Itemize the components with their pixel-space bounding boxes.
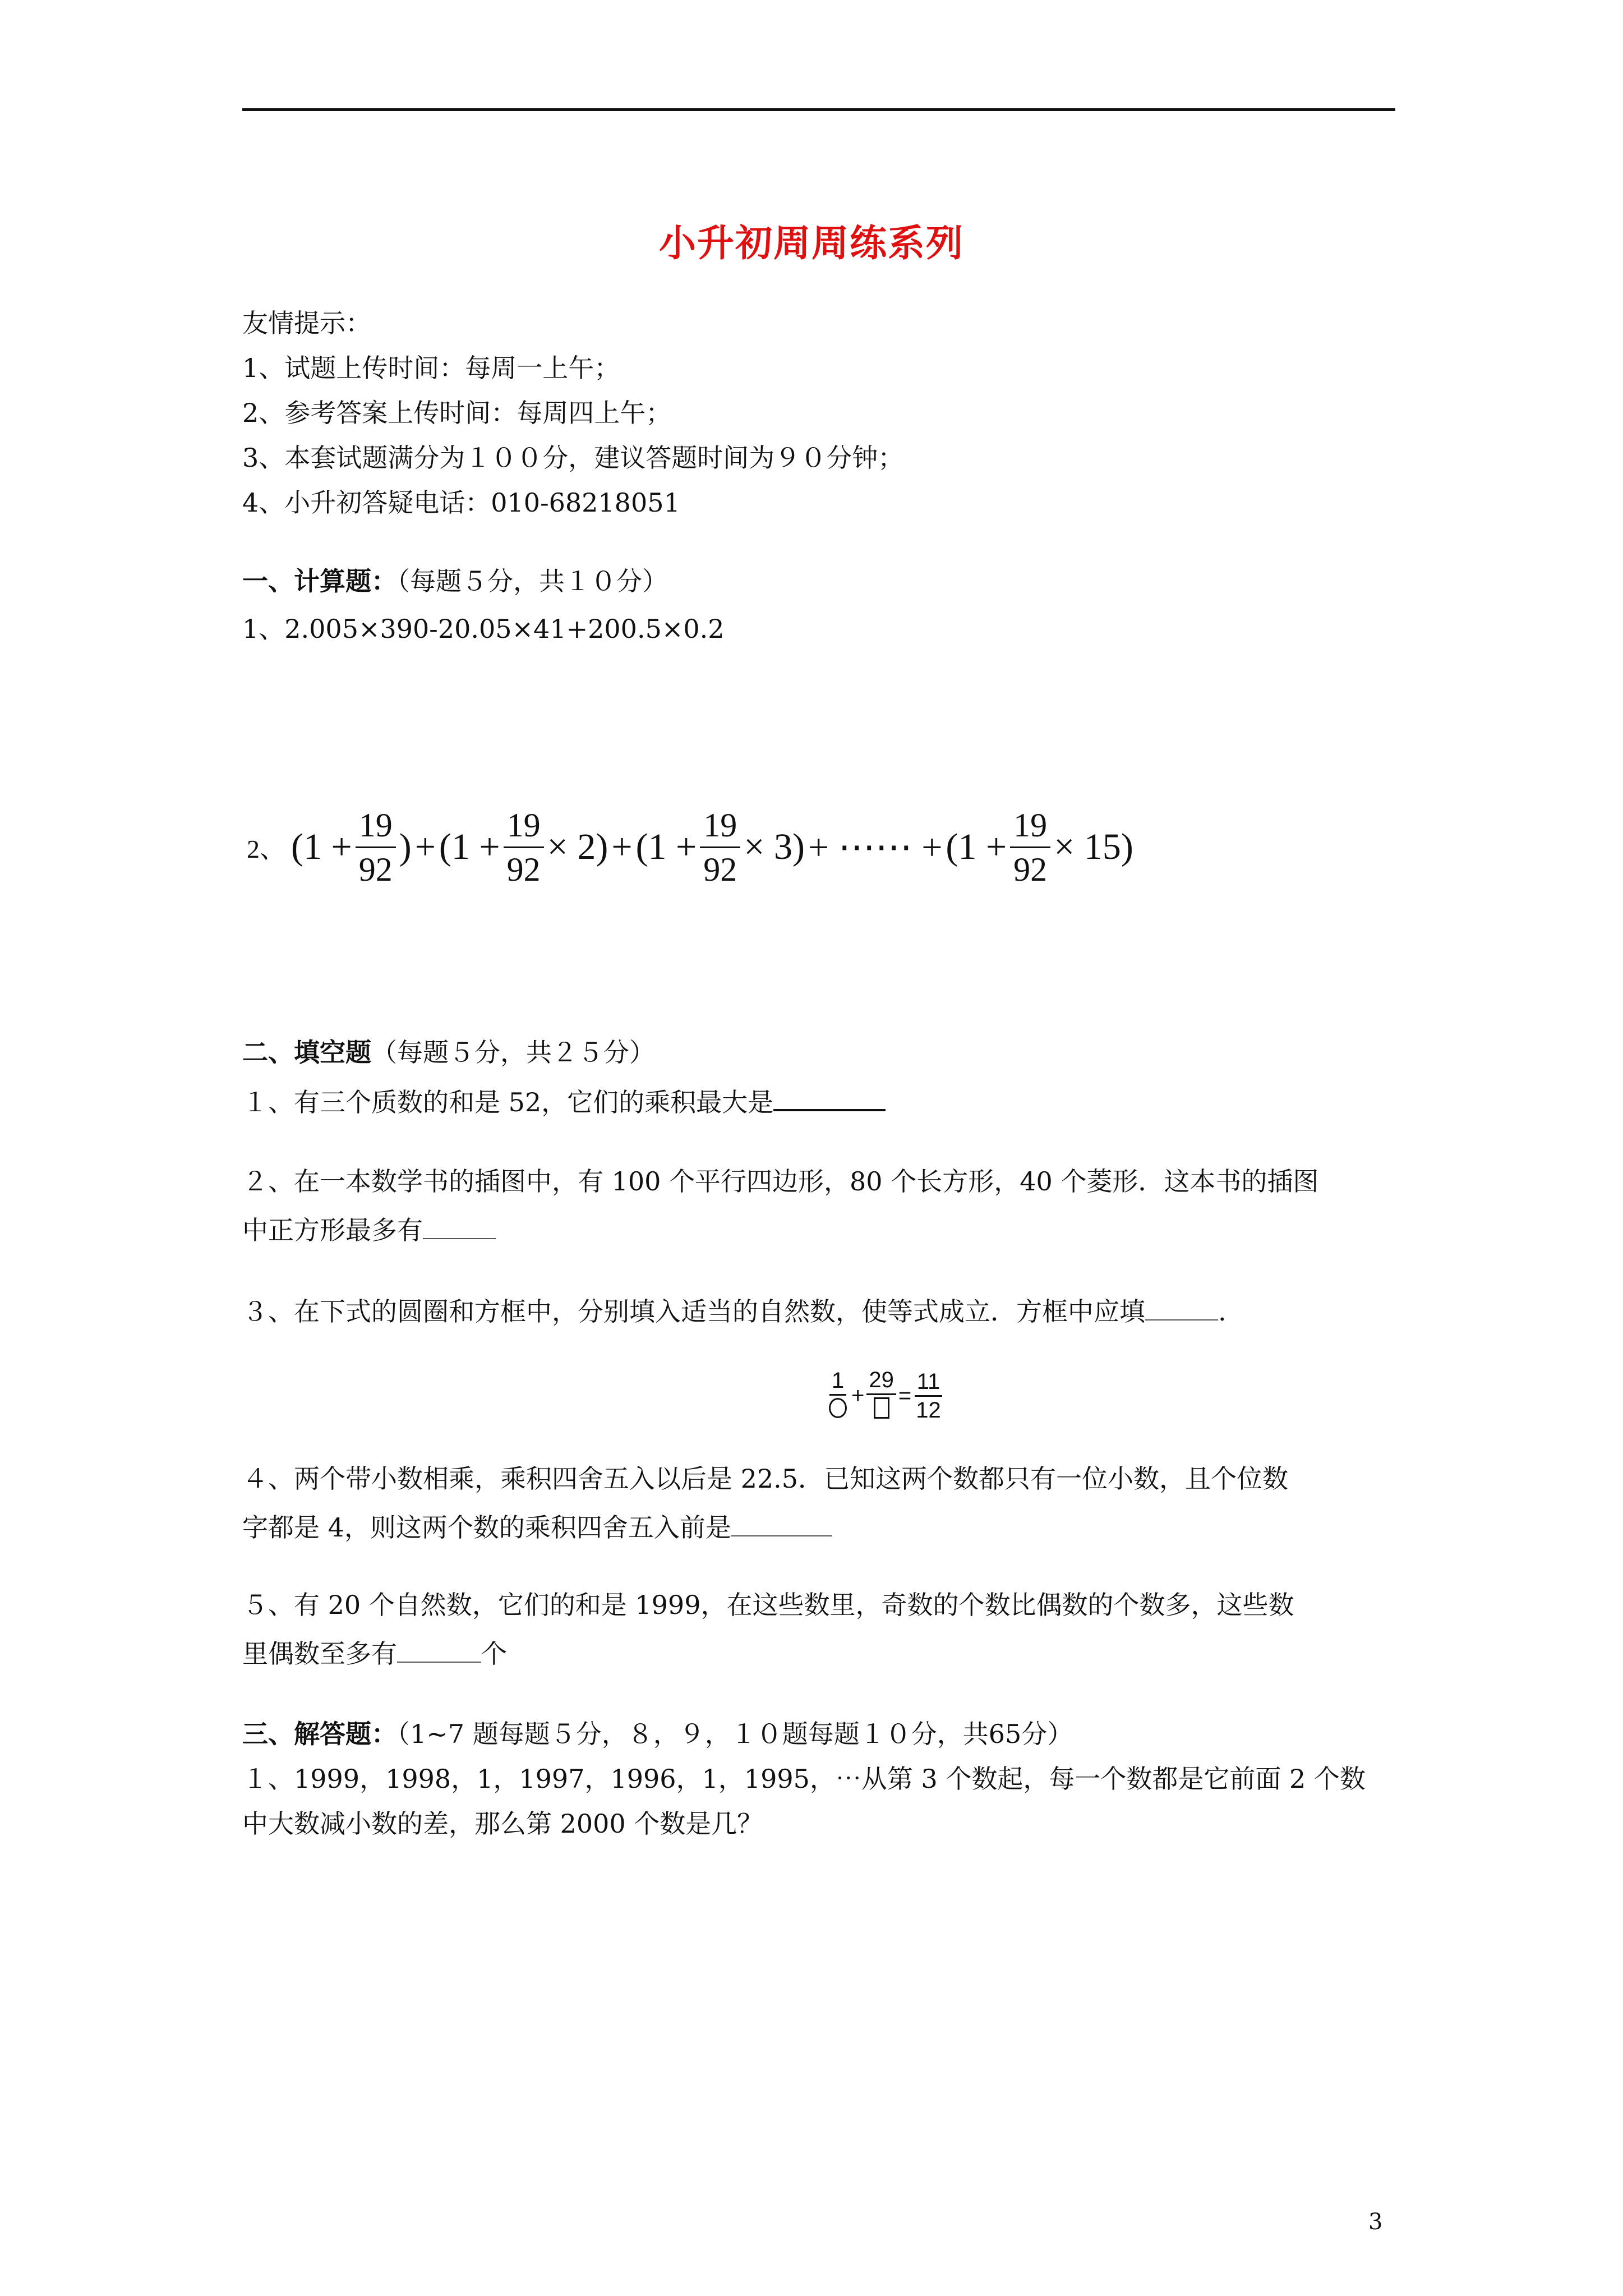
- section2-q2-line1: ２、在一本数学书的插图中，有 100 个平行四边形，80 个长方形，40 个菱形．这本书的插图: [242, 1166, 1319, 1197]
- fraction-numerator: 19: [1010, 808, 1050, 848]
- header-rule: [242, 108, 1395, 111]
- fraction-one-over-circle: [827, 1369, 849, 1422]
- ellipsis-sign: + ⋯⋯ +: [808, 827, 943, 868]
- fraction: [1010, 808, 1050, 886]
- q2-text: 中正方形最多有: [242, 1215, 423, 1245]
- term-close: × 3): [744, 826, 805, 867]
- section2-heading: 二、填空题: [242, 1037, 371, 1068]
- term-open: (1 +: [439, 826, 500, 867]
- q4-text: 字都是 4，则这两个数的乘积四舍五入前是: [242, 1512, 731, 1543]
- fraction: [700, 808, 740, 886]
- section2-q2-line2: [242, 1209, 496, 1248]
- fraction: [356, 808, 396, 886]
- circle-placeholder-icon: [829, 1398, 847, 1418]
- section1-header: [242, 564, 668, 599]
- term-open: (1 +: [635, 826, 697, 867]
- fraction-denominator: [827, 1396, 849, 1422]
- tips-heading: 友情提示：: [242, 308, 371, 338]
- fraction-result: [914, 1370, 943, 1421]
- q3-text: ３、在下式的圆圈和方框中，分别填入适当的自然数，使等式成立．方框中应填: [242, 1296, 1145, 1327]
- section1-heading: 一、计算题：: [242, 566, 397, 596]
- fraction-denominator: 92: [1013, 850, 1048, 888]
- section2-q1: [242, 1080, 886, 1120]
- answer-blank[interactable]: [773, 1080, 886, 1111]
- fraction-denominator: 92: [506, 850, 541, 888]
- plus-sign: +: [851, 1383, 865, 1408]
- equals-sign: =: [898, 1383, 912, 1408]
- fraction-denominator: 92: [358, 850, 393, 888]
- fraction-numerator: 19: [356, 808, 396, 848]
- fraction: [504, 808, 544, 886]
- fraction-denominator: [872, 1395, 892, 1423]
- box-placeholder-icon: [874, 1397, 889, 1419]
- section1-q2-formula: [247, 783, 1133, 912]
- tip-item-1: 1、试题上传时间：每周一上午；: [242, 353, 620, 383]
- section3-header: [242, 1717, 1073, 1751]
- q3-end: .: [1218, 1296, 1227, 1327]
- q5-text: 里偶数至多有: [242, 1639, 397, 1669]
- tip-item-2: 2、参考答案上传时间：每周四上午；: [242, 398, 672, 428]
- answer-blank[interactable]: [1145, 1290, 1218, 1320]
- term-close: × 2): [547, 826, 608, 867]
- section2-header: [242, 1035, 655, 1070]
- section2-q4-line1: ４、两个带小数相乘，乘积四舍五入以后是 22.5．已知这两个数都只有一位小数，且个位数: [242, 1464, 1289, 1494]
- fraction-numerator: 11: [915, 1370, 943, 1397]
- section2-q5-line1: ５、有 20 个自然数，它们的和是 1999，在这些数里，奇数的个数比偶数的个数多，这些数: [242, 1590, 1294, 1620]
- fraction-numerator: 1: [829, 1369, 846, 1396]
- answer-blank[interactable]: [397, 1632, 481, 1663]
- fraction-denominator: 92: [703, 850, 737, 888]
- answer-blank[interactable]: [423, 1209, 496, 1239]
- term-open: (1 +: [946, 826, 1007, 867]
- term-close: × 15): [1054, 826, 1133, 867]
- fraction-29-over-box: [866, 1369, 896, 1423]
- plus-sign: +: [414, 826, 436, 867]
- section2-q3: [242, 1290, 1227, 1329]
- section3-q1-line1: １、1999，1998，1，1997，1996，1，1995，⋯从第 3 个数起，每一个数都是它前面 2 个数: [242, 1764, 1366, 1794]
- page-number: 3: [1368, 2209, 1383, 2235]
- tip-item-3: 3、本套试题满分为１００分，建议答题时间为９０分钟；: [242, 443, 904, 473]
- section2-q5-line2: [242, 1632, 507, 1671]
- section2-q4-line2: [242, 1506, 832, 1545]
- section1-q1: 1、2.005×390-20.05×41+200.5×0.2: [242, 614, 725, 644]
- q1-text: １、有三个质数的和是 52，它们的乘积最大是: [242, 1087, 774, 1117]
- section2-score: （每题５分，共２５分）: [371, 1037, 655, 1068]
- fraction-numerator: 19: [700, 808, 740, 848]
- answer-blank[interactable]: [731, 1506, 832, 1536]
- section2-q3-equation: [824, 1369, 946, 1423]
- section3-heading: 三、解答题：: [242, 1719, 397, 1749]
- fraction-numerator: 29: [866, 1369, 896, 1395]
- page-title: 小升初周周练系列: [659, 222, 964, 265]
- tip-item-4: 4、小升初答疑电话：010-68218051: [242, 487, 680, 518]
- section3-q1-line2: 中大数减小数的差，那么第 2000 个数是几？: [242, 1809, 763, 1839]
- section1-score: （每题５分，共１０分）: [397, 566, 668, 596]
- section3-score: （1~7 题每题５分，８，９，１０题每题１０分，共65分）: [397, 1719, 1073, 1749]
- q5-end: 个: [481, 1639, 507, 1669]
- fraction-denominator: 12: [916, 1397, 941, 1423]
- term-open: (1 +: [291, 826, 352, 867]
- plus-sign: +: [611, 826, 633, 867]
- q2-label: 2、: [247, 835, 285, 863]
- fraction-numerator: 19: [504, 808, 544, 848]
- term-close: ): [399, 826, 412, 867]
